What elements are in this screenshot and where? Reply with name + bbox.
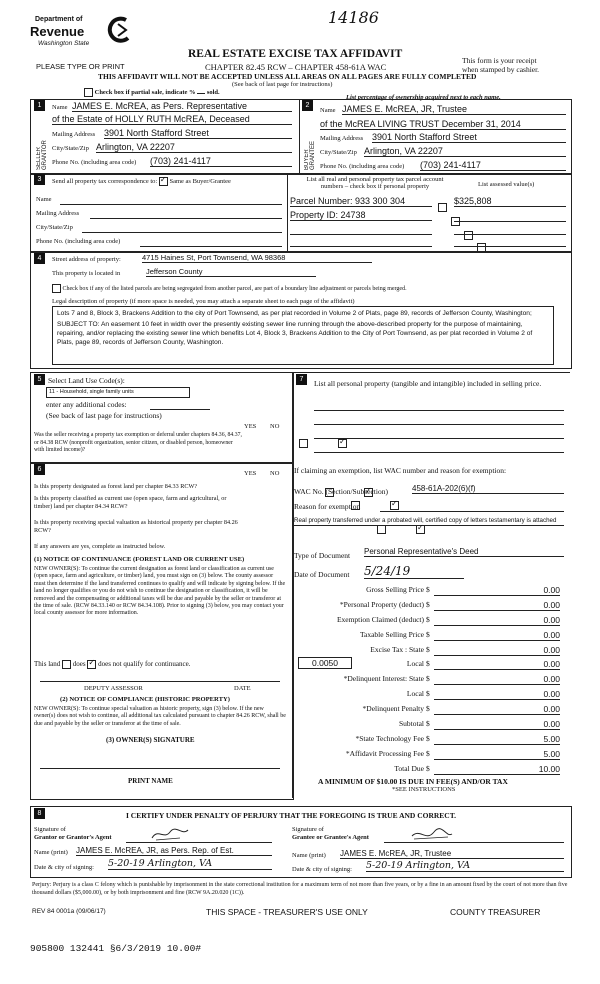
deputy-label: DEPUTY ASSESSOR xyxy=(84,685,143,692)
does-checkbox[interactable] xyxy=(62,660,71,669)
forest-no-checkbox[interactable] xyxy=(364,488,373,497)
tax-row-cur: $ xyxy=(426,734,430,743)
tax-row-value[interactable]: 0.00 xyxy=(434,645,560,656)
section-2-number: 2 xyxy=(302,100,313,111)
seller-phone[interactable]: (703) 241-4117 xyxy=(150,156,292,167)
seller-city-label: City/State/Zip xyxy=(52,145,89,152)
deputy-signature-line[interactable] xyxy=(40,681,280,682)
tax-row-value[interactable]: 0.00 xyxy=(434,615,560,626)
section-7-number: 7 xyxy=(296,374,307,385)
seller-phone-label: Phone No. (including area code) xyxy=(52,159,137,166)
tax-row-label: Local xyxy=(406,659,424,668)
section-1-number: 1 xyxy=(34,100,45,111)
local-rate-box[interactable]: 0.0050 xyxy=(298,657,352,669)
section-8-number: 8 xyxy=(34,808,45,819)
logo-line-3: Washington State xyxy=(38,40,90,47)
tax-row-cur: $ xyxy=(426,674,430,683)
s6-yes: YES xyxy=(244,470,257,477)
tax-row-value[interactable]: 0.00 xyxy=(434,600,560,611)
grantor-sig-of: Signature of xyxy=(34,826,66,833)
buyer-name-1[interactable]: JAMES E. McREA, JR, Trustee xyxy=(342,104,566,115)
s3-city-label: City/State/Zip xyxy=(36,224,73,231)
please-type: PLEASE TYPE OR PRINT xyxy=(36,62,125,71)
exemption-question: Was the seller receiving a property tax exemption or deferral under chapters 84.36, 84.37, or 84.38 RCW (nonprofit organization, senior citizen, or disabled person, homeowner with limited income)? xyxy=(34,432,242,453)
parcel-header-1: List all real and personal property tax parcel account xyxy=(306,176,444,183)
tax-row-cur: $ xyxy=(426,615,430,624)
land-use-label: Select Land Use Code(s): xyxy=(48,376,125,385)
reason-value[interactable]: Real property transferred under a probated will, certified copy of letters testamentary is attached xyxy=(294,517,564,526)
this-land-label: This land xyxy=(34,660,61,669)
grantee-date-city-label: Date & city of signing: xyxy=(292,866,352,873)
treasurer-space: THIS SPACE - TREASURER'S USE ONLY xyxy=(206,907,368,917)
s3-city-field[interactable] xyxy=(82,232,282,233)
tax-row-cur: $ xyxy=(426,645,430,654)
s5-see-back: (See back of last page for instructions) xyxy=(46,411,162,420)
tax-row-value[interactable]: 10.00 xyxy=(434,764,560,775)
ownership-note: List percentage of ownership acquired next to each name. xyxy=(346,94,501,101)
s3-name-field[interactable] xyxy=(60,204,282,205)
tax-row-value[interactable]: 0.00 xyxy=(434,704,560,715)
section-3-number: 3 xyxy=(34,174,45,185)
logo-line-2: Revenue xyxy=(30,24,85,39)
grantor-agent-label: Grantor or Grantor's Agent xyxy=(34,834,112,841)
notice-1-title: (1) NOTICE OF CONTINUANCE (FOREST LAND OR CURRENT USE) xyxy=(34,556,245,563)
land-use-input[interactable]: 11 - Household, single family units xyxy=(46,387,190,398)
buyer-name-label: Name xyxy=(320,107,336,114)
tax-row-cur: $ xyxy=(426,689,430,698)
located-label: This property is located in xyxy=(52,270,121,277)
buyer-phone-label: Phone No. (including area code) xyxy=(320,163,405,170)
assessed-3[interactable] xyxy=(454,234,566,235)
warning: THIS AFFIDAVIT WILL NOT BE ACCEPTED UNLESS ALL AREAS ON ALL PAGES ARE FULLY COMPLETED xyxy=(98,72,477,81)
section-4-number: 4 xyxy=(34,253,45,264)
grantor-name[interactable]: JAMES E. McREA, JR, as Pers. Rep. of Est. xyxy=(76,846,272,856)
seller-name-2[interactable]: of the Estate of HOLLY RUTH McREA, Deceased xyxy=(52,114,292,125)
notice-1-body: NEW OWNER(S): To continue the current designation as forest land or classification as current use (open space, farm and agriculture, or timber) land, you must sign on (3) below. The county assessor must then determine if the land transferred continues to qualify and will indicate by signing below. If the land no longer qualifies or you do not wish to continue the designation or classification, it will be removed and the compensating or additional taxes will be due and payable by the seller or transferor at the time of sale. (RCW 84.33.140 or RCW 84.34.108). Prior to signing (3) below, you may contact your local county assessor for more information. xyxy=(34,566,286,617)
tax-row-label: Subtotal xyxy=(398,719,424,728)
buyer-side-label: BUYER GRANTEE xyxy=(304,140,316,170)
section-5-number: 5 xyxy=(34,374,45,385)
parcel-1-checkbox[interactable] xyxy=(438,203,447,212)
street-label: Street address of property: xyxy=(52,256,121,263)
tax-row-value[interactable]: 0.00 xyxy=(434,689,560,700)
seller-side-label: SELLER GRANTOR xyxy=(36,140,48,170)
tax-row-label: *Delinquent Interest: State xyxy=(343,674,424,683)
s3-mail-field[interactable] xyxy=(90,218,282,219)
print-name-label: PRINT NAME xyxy=(128,777,173,785)
if-yes-note: If any answers are yes, complete as instructed below. xyxy=(34,543,166,550)
additional-codes-field[interactable] xyxy=(150,409,210,410)
current-use-question: Is this property classified as current use (open space, farm and agricultural, or timber) land per chapter 84.34 RCW? xyxy=(34,495,227,510)
receipt-note-2: when stamped by cashier. xyxy=(462,65,540,74)
legal-description-box[interactable] xyxy=(52,306,554,365)
section-6 xyxy=(30,462,294,800)
perjury-note: Perjury: Perjury is a class C felony which is punishable by imprisonment in the state correctional institution for a maximum term of not more than five years, or by a fine in an amount fixed by the court of not more than five thousand dollars ($5,000.00), or by both imprisonment and fine (RCW 9A.20.020 (1C)). xyxy=(32,882,568,896)
current-use-no-checkbox[interactable] xyxy=(390,501,399,510)
tax-row-label: *Affidavit Processing Fee xyxy=(345,749,424,758)
column-divider xyxy=(292,372,293,798)
tax-row-label: Excise Tax : State xyxy=(370,645,424,654)
this-land-row xyxy=(34,660,190,669)
forest-question: Is this property designated as forest land per chapter 84.33 RCW? xyxy=(34,483,198,490)
seller-mail-label: Mailing Address xyxy=(52,131,96,138)
parcel-header-2: numbers – check box if personal property xyxy=(320,183,430,190)
tax-row-cur: $ xyxy=(426,704,430,713)
tax-row-cur: $ xyxy=(426,600,430,609)
handwritten-number: 14186 xyxy=(328,8,379,27)
buyer-phone[interactable]: (703) 241-4117 xyxy=(420,160,566,171)
tax-row-cur: $ xyxy=(426,585,430,594)
form-revision: REV 84 0001a (09/06/17) xyxy=(32,908,106,915)
notice-2-body: NEW OWNER(S): To continue special valuation as historic property, sign (3) below. If the new owner(s) does not wish to continue, all additional tax calculated pursuant to chapter 84.26 RCW, shall be due and payable by the seller or transferor at the time of sale. xyxy=(34,706,286,727)
legal-2: SUBJECT TO: An easement 10 feet in width over the presently existing sewer line running through the above-described property for the purpose of maintaining, repairing, and/or replacing the existing sewer line which benefits Lot 4, Block 3, Brackens Addition to the City of Port Townsend, as per plat recorded in Volume 2 of Plats, page 89, records of Jefferson County, Washington. xyxy=(57,321,533,346)
historic-yes-checkbox[interactable] xyxy=(377,525,386,534)
correspondence-label: Send all property tax correspondence to: xyxy=(52,177,158,185)
tax-row-value[interactable]: 0.00 xyxy=(434,630,560,641)
s5-yes: YES xyxy=(244,423,257,430)
current-use-yes-checkbox[interactable] xyxy=(351,501,360,510)
receipt-stamp: 905800 132441 §6/3/2019 10.00# xyxy=(30,943,202,954)
s7-top-rule xyxy=(292,372,570,373)
page-title: REAL ESTATE EXCISE TAX AFFIDAVIT xyxy=(188,48,403,60)
parcel-1[interactable]: Parcel Number: 933 300 304 xyxy=(290,196,432,207)
seller-mail[interactable]: 3901 North Stafford Street xyxy=(104,128,292,139)
reason-line[interactable] xyxy=(380,511,564,512)
exemption-no-checkbox[interactable] xyxy=(338,439,347,448)
deputy-date-label: DATE xyxy=(234,685,251,692)
s3-phone-field[interactable] xyxy=(140,246,282,247)
wac-value[interactable]: 458-61A-202(6)(f) xyxy=(412,484,564,494)
partial-sale xyxy=(84,88,220,97)
street-address[interactable]: 4715 Haines St, Port Townsend, WA 98368 xyxy=(142,253,372,263)
personal-property-note: List all personal property (tangible and intangible) included in selling price. xyxy=(314,379,542,388)
revenue-logo-icon xyxy=(106,16,132,44)
segregated-checkbox[interactable] xyxy=(52,284,61,293)
tax-row-label: *State Technology Fee xyxy=(355,734,424,743)
county-treasurer: COUNTY TREASURER xyxy=(450,907,541,917)
grantor-date-city[interactable]: 5-20-19 Arlington, VA xyxy=(108,858,272,870)
segregated-row xyxy=(52,284,562,293)
tax-row-cur: $ xyxy=(426,630,430,639)
legal-label: Legal description of property (if more space is needed, you may attach a separate sheet to each page of the affidavit) xyxy=(52,298,355,305)
buyer-city-label: City/State/Zip xyxy=(320,149,357,156)
s5-no: NO xyxy=(270,423,280,430)
does-not-label: does not xyxy=(98,660,122,669)
logo-line-1: Department of xyxy=(35,16,83,23)
parcel-3[interactable] xyxy=(290,234,432,235)
assessed-header: List assessed value(s) xyxy=(478,181,535,188)
parcel-header xyxy=(290,176,460,190)
tax-row-cur: $ xyxy=(426,764,430,773)
personal-property-line-3[interactable] xyxy=(314,438,564,439)
legal-1: Lots 7 and 8, Block 3, Brackens Addition to the city of Port Townsend, as per plat recorded in Volume 2 of Plats, page 89, records of Jefferson County, Washington; xyxy=(57,310,532,317)
parcel-2[interactable]: Property ID: 24738 xyxy=(290,210,432,221)
does-label: does xyxy=(72,660,86,669)
seller-name-1[interactable]: JAMES E. McREA, as Pers. Representative xyxy=(72,101,292,112)
s3-name-label: Name xyxy=(36,196,52,203)
tax-row-label: Total Due xyxy=(394,764,424,773)
personal-property-line-2[interactable] xyxy=(314,424,564,425)
section-6-number: 6 xyxy=(34,464,45,475)
correspondence xyxy=(52,177,231,186)
same-as-label: Same as Buyer/Grantee xyxy=(169,177,231,185)
grantee-sig-of: Signature of xyxy=(292,826,324,833)
grantor-signature xyxy=(150,826,190,844)
historic-no-checkbox[interactable] xyxy=(416,525,425,534)
historic-question: Is this property receiving special valuation as historical property per chapter 84.26 RCW? xyxy=(34,519,238,534)
partial-sale-checkbox[interactable] xyxy=(84,88,93,97)
s3-mail-label: Mailing Address xyxy=(36,210,80,217)
wac-label: WAC No. (Section/Subsection) xyxy=(294,487,388,496)
owner-signature-label: (3) OWNER(S) SIGNATURE xyxy=(106,736,195,744)
grantee-signature xyxy=(410,826,454,844)
sold-label: sold. xyxy=(206,88,220,96)
doc-date-label: Date of Document xyxy=(294,570,350,579)
grantor-date-city-label: Date & city of signing: xyxy=(34,864,94,871)
logo xyxy=(30,14,130,54)
personal-property-line-1[interactable] xyxy=(314,410,564,411)
grantor-signature-line[interactable] xyxy=(126,842,272,843)
s6-no: NO xyxy=(270,470,280,477)
receipt-note-1: This form is your receipt xyxy=(462,56,537,65)
tax-row-cur: $ xyxy=(426,659,430,668)
buyer-mail-label: Mailing Address xyxy=(320,135,364,142)
doc-date[interactable]: 5/24/19 xyxy=(364,564,464,579)
assessed-4[interactable] xyxy=(454,246,566,247)
personal-property-line-4[interactable] xyxy=(314,452,564,453)
tax-row-label: Local xyxy=(406,689,424,698)
s3-phone-label: Phone No. (including area code) xyxy=(36,238,121,245)
minimum-note: A MINIMUM OF $10.00 IS DUE IN FEE(S) AND/OR TAX xyxy=(318,777,508,786)
does-not-checkbox[interactable] xyxy=(87,660,96,669)
buyer-mail[interactable]: 3901 North Stafford Street xyxy=(372,132,566,143)
exemption-yes-checkbox[interactable] xyxy=(299,439,308,448)
seller-city[interactable]: Arlington, VA 22207 xyxy=(96,142,292,153)
tax-row-value[interactable]: 0.00 xyxy=(434,719,560,730)
tax-row-label: *Personal Property (deduct) xyxy=(339,600,424,609)
exemption-claim-label: If claiming an exemption, list WAC number and reason for exemption: xyxy=(294,466,507,475)
tax-row-label: Exemption Claimed (deduct) xyxy=(336,615,424,624)
tax-row-label: Gross Selling Price xyxy=(366,585,424,594)
qualify-label: qualify for continuance. xyxy=(123,660,191,669)
parcel-3-checkbox[interactable] xyxy=(464,231,473,240)
seller-name-label: Name xyxy=(52,104,68,111)
notice-2-title: (2) NOTICE OF COMPLIANCE (HISTORIC PROPERTY) xyxy=(60,696,230,703)
same-as-buyer-checkbox[interactable] xyxy=(159,177,168,186)
buyer-city[interactable]: Arlington, VA 22207 xyxy=(364,146,566,157)
tax-row-label: *Delinquent Penalty xyxy=(362,704,424,713)
partial-sale-label: Check box if partial sale, indicate % xyxy=(94,88,196,96)
assessed-1[interactable]: $325,808 xyxy=(454,196,566,207)
grantor-name-label: Name (print) xyxy=(34,849,68,856)
tax-row-cur: $ xyxy=(426,719,430,728)
forest-yes-checkbox[interactable] xyxy=(325,488,334,497)
parcel-4[interactable] xyxy=(290,246,432,247)
tax-row-cur: $ xyxy=(426,749,430,758)
reason-label: Reason for exemption xyxy=(294,502,361,511)
owner-signature-line[interactable] xyxy=(40,768,280,769)
tax-row-value[interactable]: 5.00 xyxy=(434,734,560,745)
grantee-agent-label: Grantee or Grantee's Agent xyxy=(292,834,369,841)
grantee-name-label: Name (print) xyxy=(292,852,326,859)
certify-statement: I CERTIFY UNDER PENALTY OF PERJURY THAT THE FOREGOING IS TRUE AND CORRECT. xyxy=(126,811,457,820)
tax-row-value[interactable]: 0.00 xyxy=(434,659,560,670)
doc-type-label: Type of Document xyxy=(294,551,351,560)
additional-codes-label: enter any additional codes: xyxy=(46,400,127,409)
doc-type[interactable]: Personal Representative's Deed xyxy=(364,547,564,557)
subtitle: CHAPTER 82.45 RCW – CHAPTER 458-61A WAC xyxy=(205,62,387,72)
grantee-date-city[interactable]: 5-20-19 Arlington, VA xyxy=(366,860,564,872)
tax-row-value[interactable]: 0.00 xyxy=(434,585,560,596)
tax-row-value[interactable]: 5.00 xyxy=(434,749,560,760)
tax-row-value[interactable]: 0.00 xyxy=(434,674,560,685)
segregated-label: Check box if any of the listed parcels are being segregated from another parcel, are part of a boundary line adjustment or parcels being merged. xyxy=(62,285,407,292)
tax-row-label: Taxable Selling Price xyxy=(359,630,424,639)
buyer-name-2[interactable]: of the McREA LIVING TRUST December 31, 2014 xyxy=(320,119,566,130)
grantee-name[interactable]: JAMES E. McREA, JR, Trustee xyxy=(340,849,564,859)
county[interactable]: Jefferson County xyxy=(146,267,316,277)
assessed-2[interactable] xyxy=(454,221,566,222)
see-back: (See back of last page for instructions) xyxy=(232,81,333,88)
see-instructions: *SEE INSTRUCTIONS xyxy=(392,786,456,793)
